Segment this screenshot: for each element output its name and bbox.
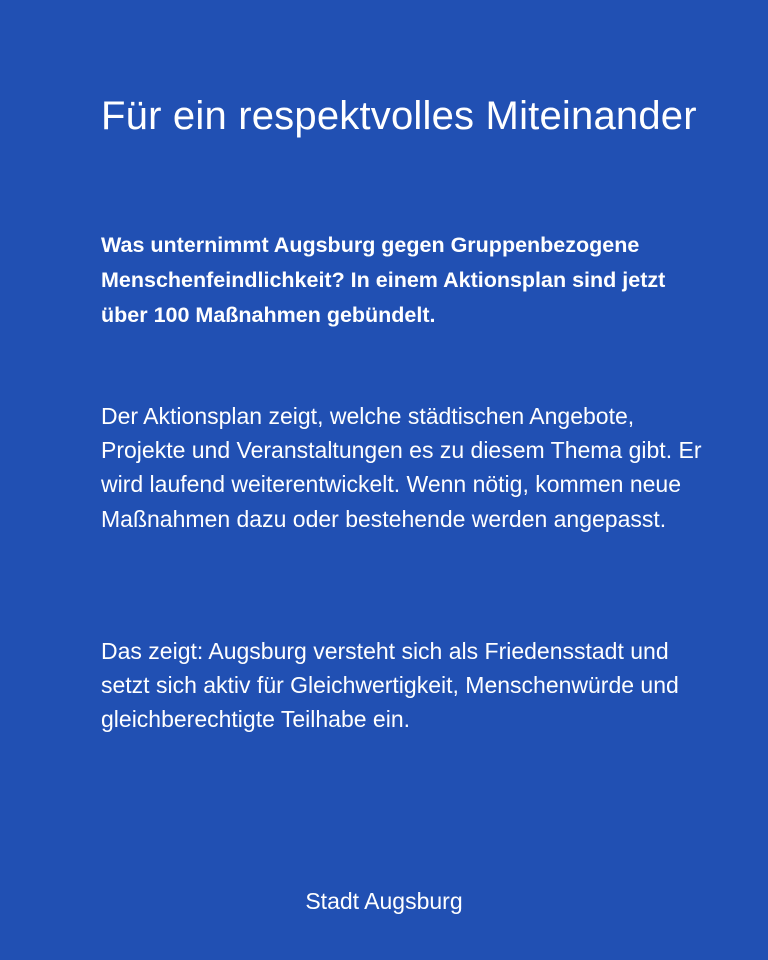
footer-sender: Stadt Augsburg xyxy=(305,888,463,914)
body-paragraph-1: Der Aktionsplan zeigt, welche städtischen Angebote, Projekte und Veranstaltungen es zu diesem Thema gibt. Er wird laufend weiterentwickelt. Wenn nötig, kommen neue Maßnahmen dazu oder bestehende werden angepasst. xyxy=(101,403,702,532)
body-paragraph-2: Das zeigt: Augsburg versteht sich als Friedensstadt und setzt sich aktiv für Gleichwertigkeit, Menschenwürde und gleichberechtigte Teilhabe ein. xyxy=(101,638,679,733)
headline: Für ein respektvolles Miteinander xyxy=(101,94,697,138)
lead-text: Was unternimmt Augsburg gegen Gruppenbezogene Menschenfeindlichkeit? In einem Aktionsplan sind jetzt über 100 Maßnahmen gebündelt. xyxy=(101,233,666,327)
